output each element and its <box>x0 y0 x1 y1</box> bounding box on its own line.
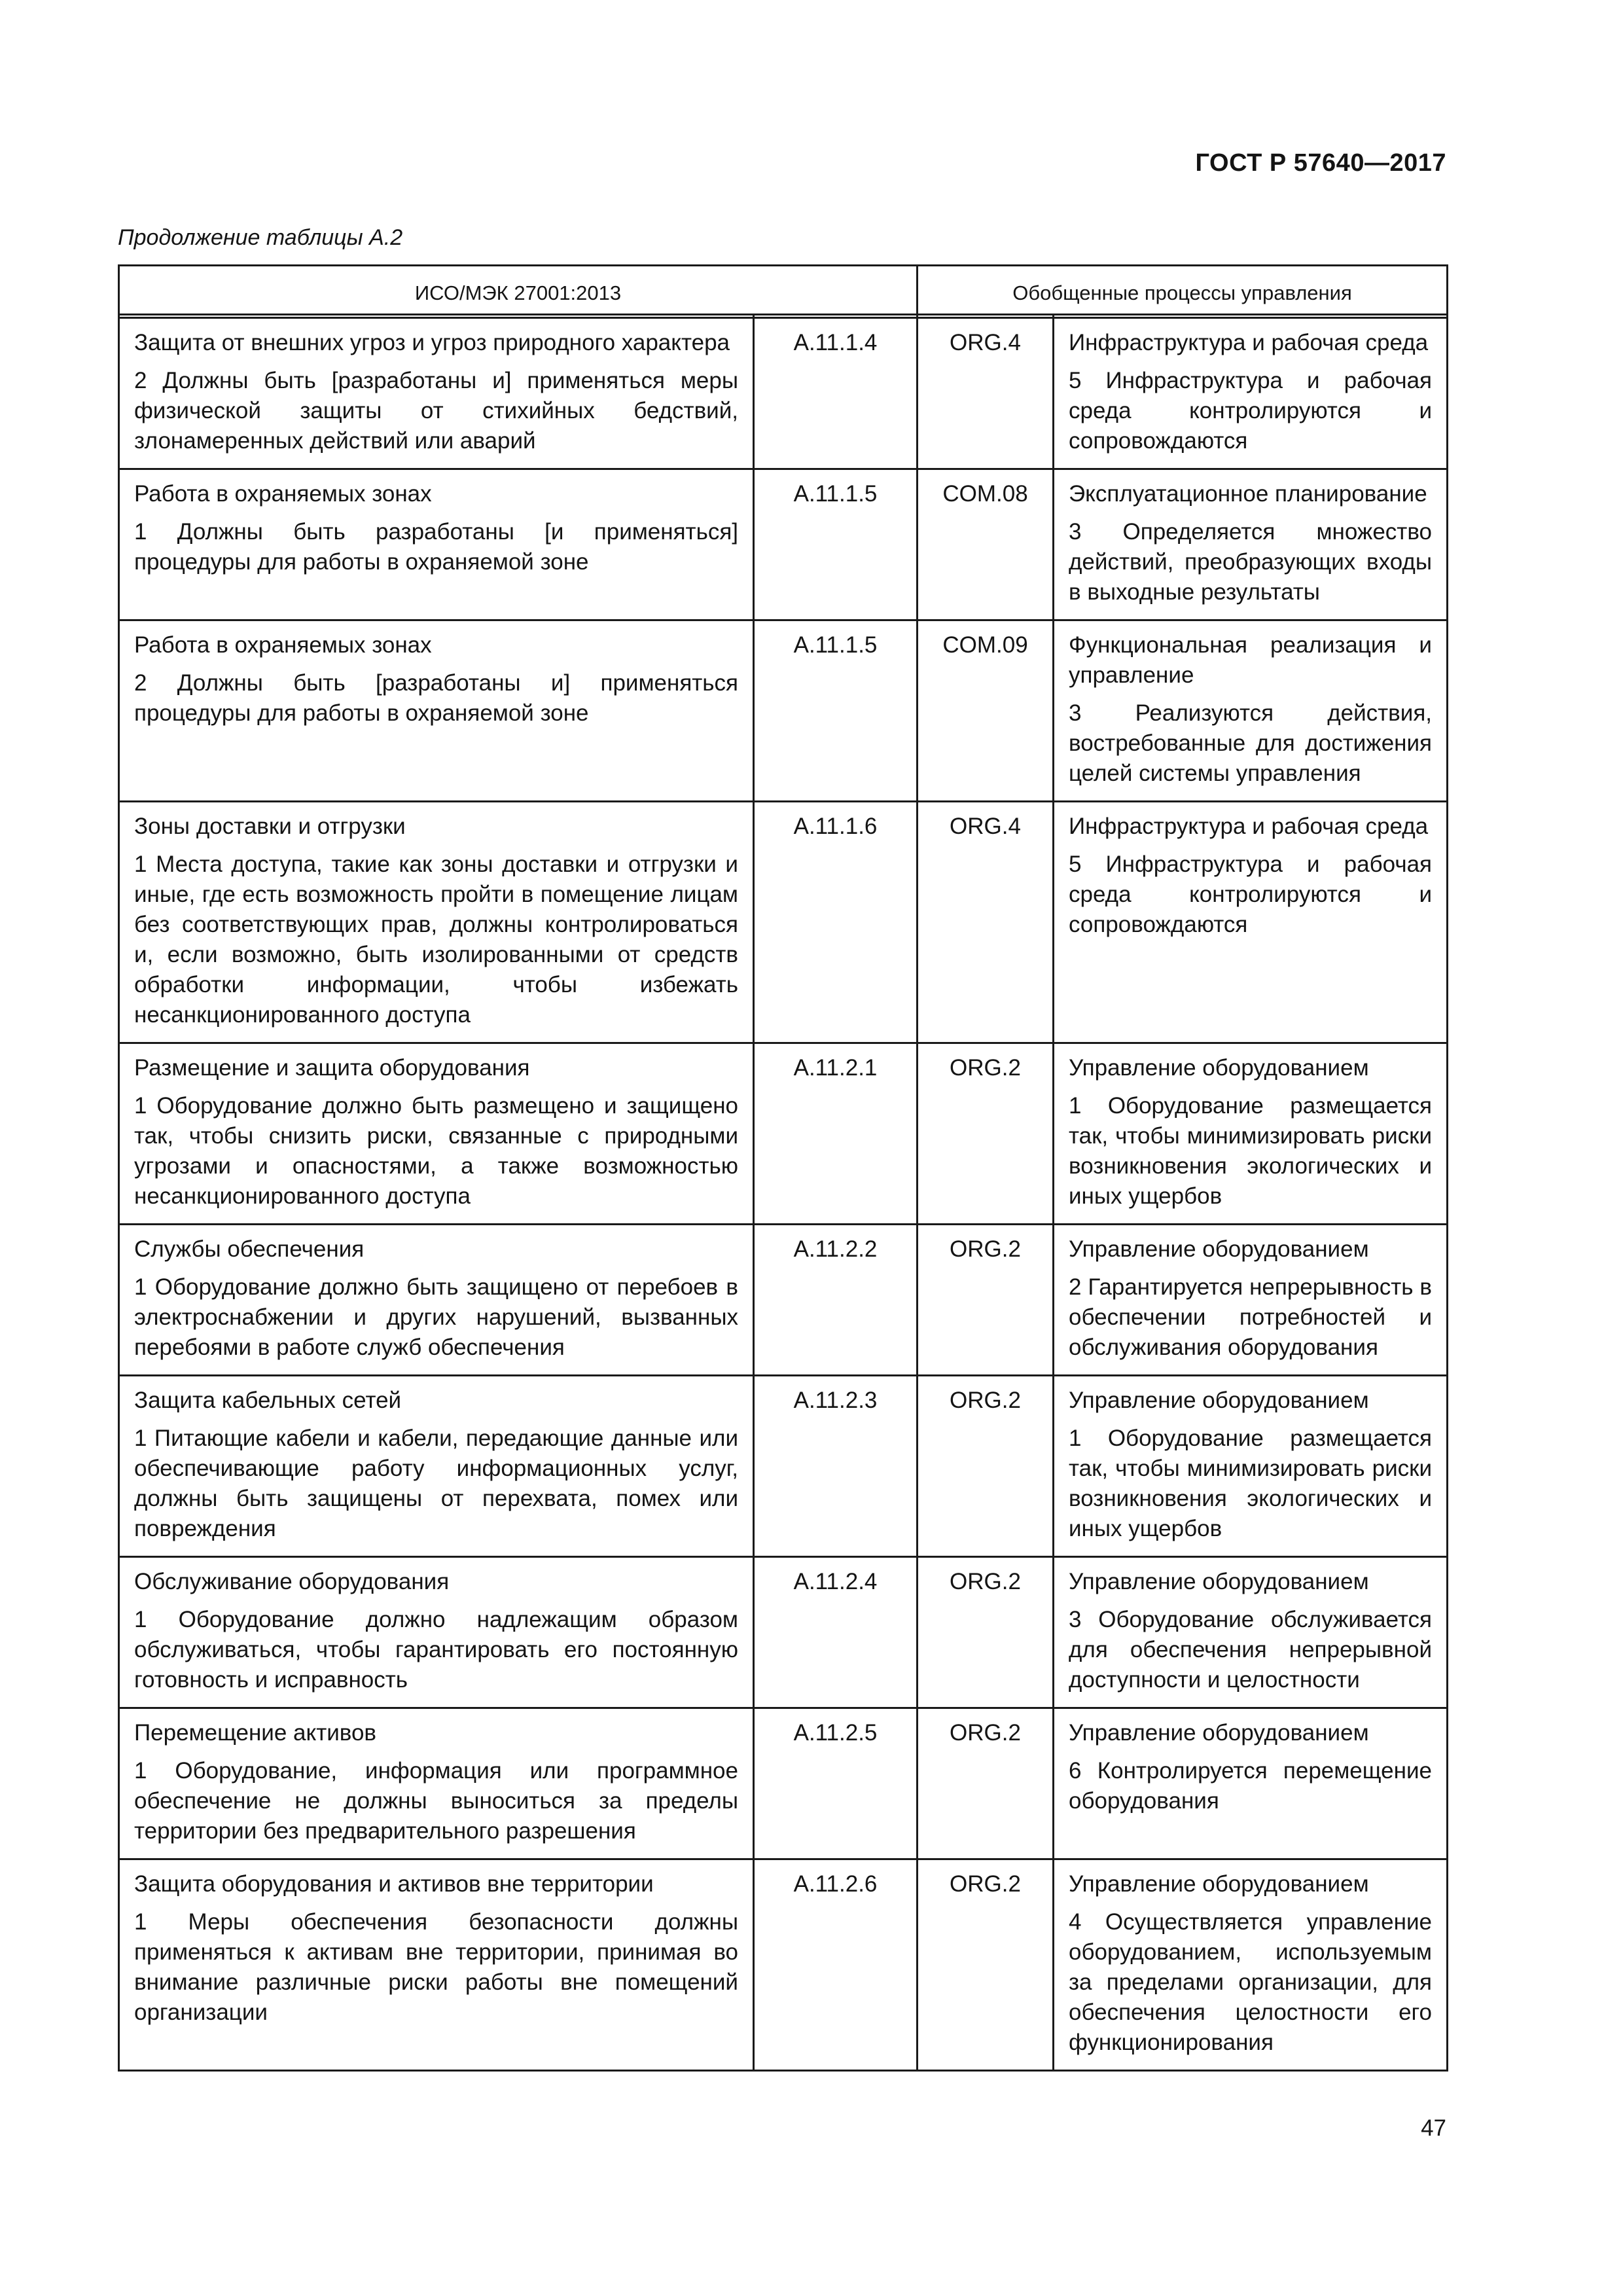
requirement-cell <box>119 1557 754 1708</box>
table-row <box>119 318 1448 469</box>
requirement-title: Работа в охраняемых зонах <box>134 632 432 658</box>
control-number: A.11.1.5 <box>754 620 918 802</box>
process-text: 1 Оборудование размещается так, чтобы минимизировать риски возникновения экологических и иных ущербов <box>1069 1093 1432 1209</box>
process-cell <box>1054 1859 1448 2071</box>
requirement-text: 1 Меры обеспечения безопасности должны применяться к активам вне территории, принимая во внимание различные риски работы вне помещений организации <box>134 1909 738 2025</box>
requirement-text: 1 Оборудование должно быть размещено и защищено так, чтобы снизить риски, связанные с природными угрозами и опасностями, а также возможностью несанкционированного доступа <box>134 1093 738 1209</box>
control-number: A.11.1.4 <box>754 318 918 469</box>
requirement-text: 1 Питающие кабели и кабели, передающие данные или обеспечивающие работу информационных услуг, должны быть защищены от перехвата, помех или повреждения <box>134 1426 738 1541</box>
process-code: ORG.2 <box>918 1708 1054 1859</box>
table-row <box>119 802 1448 1043</box>
header-generalized-processes: Обобщенные процессы управления <box>918 266 1448 315</box>
process-title: Инфраструктура и рабочая среда <box>1069 814 1429 839</box>
requirement-cell <box>119 1859 754 2071</box>
process-title: Управление оборудованием <box>1069 1720 1369 1746</box>
table-caption: Продолжение таблицы А.2 <box>118 225 403 250</box>
process-text: 5 Инфраструктура и рабочая среда контролируются и сопровождаются <box>1069 368 1432 454</box>
requirement-cell <box>119 620 754 802</box>
process-text: 5 Инфраструктура и рабочая среда контролируются и сопровождаются <box>1069 852 1432 937</box>
requirement-title: Работа в охраняемых зонах <box>134 481 432 507</box>
table-row <box>119 620 1448 802</box>
requirement-title: Защита оборудования и активов вне территории <box>134 1871 654 1897</box>
process-title: Инфраструктура и рабочая среда <box>1069 330 1429 355</box>
table-row <box>119 1708 1448 1859</box>
requirement-title: Защита от внешних угроз и угроз природного характера <box>134 330 730 355</box>
table-row <box>119 1043 1448 1225</box>
process-text: 4 Осуществляется управление оборудованием, используемым за пределами организации, для обеспечения целостности его функционирования <box>1069 1909 1432 2055</box>
process-text: 6 Контролируется перемещение оборудования <box>1069 1758 1432 1814</box>
requirement-cell <box>119 802 754 1043</box>
requirement-title: Зоны доставки и отгрузки <box>134 814 406 839</box>
control-number: A.11.1.5 <box>754 469 918 620</box>
process-code: ORG.2 <box>918 1043 1054 1225</box>
requirement-cell <box>119 1376 754 1557</box>
process-cell <box>1054 620 1448 802</box>
process-code: COM.09 <box>918 620 1054 802</box>
requirement-cell <box>119 1708 754 1859</box>
header-iso-iec: ИСО/МЭК 27001:2013 <box>119 266 918 315</box>
control-number: A.11.2.4 <box>754 1557 918 1708</box>
requirement-text: 1 Оборудование, информация или программное обеспечение не должны выноситься за пределы территории без предварительного разрешения <box>134 1758 738 1844</box>
process-code: ORG.2 <box>918 1557 1054 1708</box>
control-number: A.11.2.1 <box>754 1043 918 1225</box>
control-number: A.11.2.3 <box>754 1376 918 1557</box>
process-cell <box>1054 1043 1448 1225</box>
process-title: Эксплуатационное планирование <box>1069 481 1427 507</box>
process-code: ORG.2 <box>918 1859 1054 2071</box>
requirement-title: Службы обеспечения <box>134 1236 365 1262</box>
process-code: ORG.4 <box>918 318 1054 469</box>
process-cell <box>1054 1557 1448 1708</box>
process-title: Управление оборудованием <box>1069 1236 1369 1262</box>
process-title: Управление оборудованием <box>1069 1055 1369 1081</box>
process-cell <box>1054 802 1448 1043</box>
requirement-cell <box>119 469 754 620</box>
requirement-text: 1 Оборудование должно надлежащим образом обслуживаться, чтобы гарантировать его постоянную готовность и исправность <box>134 1607 738 1693</box>
process-cell <box>1054 469 1448 620</box>
process-text: 3 Реализуются действия, востребованные для достижения целей системы управления <box>1069 700 1432 786</box>
table-row <box>119 1557 1448 1708</box>
requirement-text: 2 Должны быть [разработаны и] применяться меры физической защиты от стихийных бедствий, злонамеренных действий или аварий <box>134 368 738 454</box>
process-cell <box>1054 1708 1448 1859</box>
controls-mapping-table <box>118 264 1448 2072</box>
control-number: A.11.1.6 <box>754 802 918 1043</box>
control-number: A.11.2.6 <box>754 1859 918 2071</box>
requirement-title: Защита кабельных сетей <box>134 1388 402 1413</box>
table-row <box>119 469 1448 620</box>
requirement-title: Перемещение активов <box>134 1720 377 1746</box>
requirement-text: 1 Места доступа, такие как зоны доставки и отгрузки и иные, где есть возможность пройти в помещение лицам без соответствующих прав, должны контролироваться и, если возможно, быть изолированными от средств обработки информации, чтобы избежать несанкционированного доступа <box>134 852 738 1028</box>
requirement-title: Обслуживание оборудования <box>134 1569 450 1594</box>
process-text: 3 Определяется множество действий, преобразующих входы в выходные результаты <box>1069 519 1432 605</box>
process-title: Управление оборудованием <box>1069 1871 1369 1897</box>
process-text: 2 Гарантируется непрерывность в обеспечении потребностей и обслуживания оборудования <box>1069 1274 1432 1360</box>
process-cell <box>1054 318 1448 469</box>
requirement-cell <box>119 1225 754 1376</box>
control-number: A.11.2.2 <box>754 1225 918 1376</box>
table-row <box>119 1225 1448 1376</box>
process-cell <box>1054 1376 1448 1557</box>
process-cell <box>1054 1225 1448 1376</box>
requirement-cell <box>119 1043 754 1225</box>
document-code: ГОСТ Р 57640—2017 <box>1195 149 1446 177</box>
process-text: 3 Оборудование обслуживается для обеспечения непрерывной доступности и целостности <box>1069 1607 1432 1693</box>
process-text: 1 Оборудование размещается так, чтобы минимизировать риски возникновения экологических и иных ущербов <box>1069 1426 1432 1541</box>
process-code: COM.08 <box>918 469 1054 620</box>
process-code: ORG.2 <box>918 1225 1054 1376</box>
process-title: Функциональная реализация и управление <box>1069 632 1432 688</box>
process-title: Управление оборудованием <box>1069 1569 1369 1594</box>
requirement-cell <box>119 318 754 469</box>
requirement-text: 1 Оборудование должно быть защищено от перебоев в электроснабжении и других нарушений, вызванных перебоями в работе служб обеспечения <box>134 1274 738 1360</box>
process-code: ORG.4 <box>918 802 1054 1043</box>
control-number: A.11.2.5 <box>754 1708 918 1859</box>
requirement-title: Размещение и защита оборудования <box>134 1055 530 1081</box>
process-code: ORG.2 <box>918 1376 1054 1557</box>
table-row <box>119 1859 1448 2071</box>
table-header-row <box>119 266 1448 315</box>
requirement-text: 1 Должны быть разработаны [и применяться] процедуры для работы в охраняемой зоне <box>134 519 738 575</box>
page-number: 47 <box>1421 2115 1446 2141</box>
process-title: Управление оборудованием <box>1069 1388 1369 1413</box>
table-row <box>119 1376 1448 1557</box>
requirement-text: 2 Должны быть [разработаны и] применяться процедуры для работы в охраняемой зоне <box>134 670 738 726</box>
